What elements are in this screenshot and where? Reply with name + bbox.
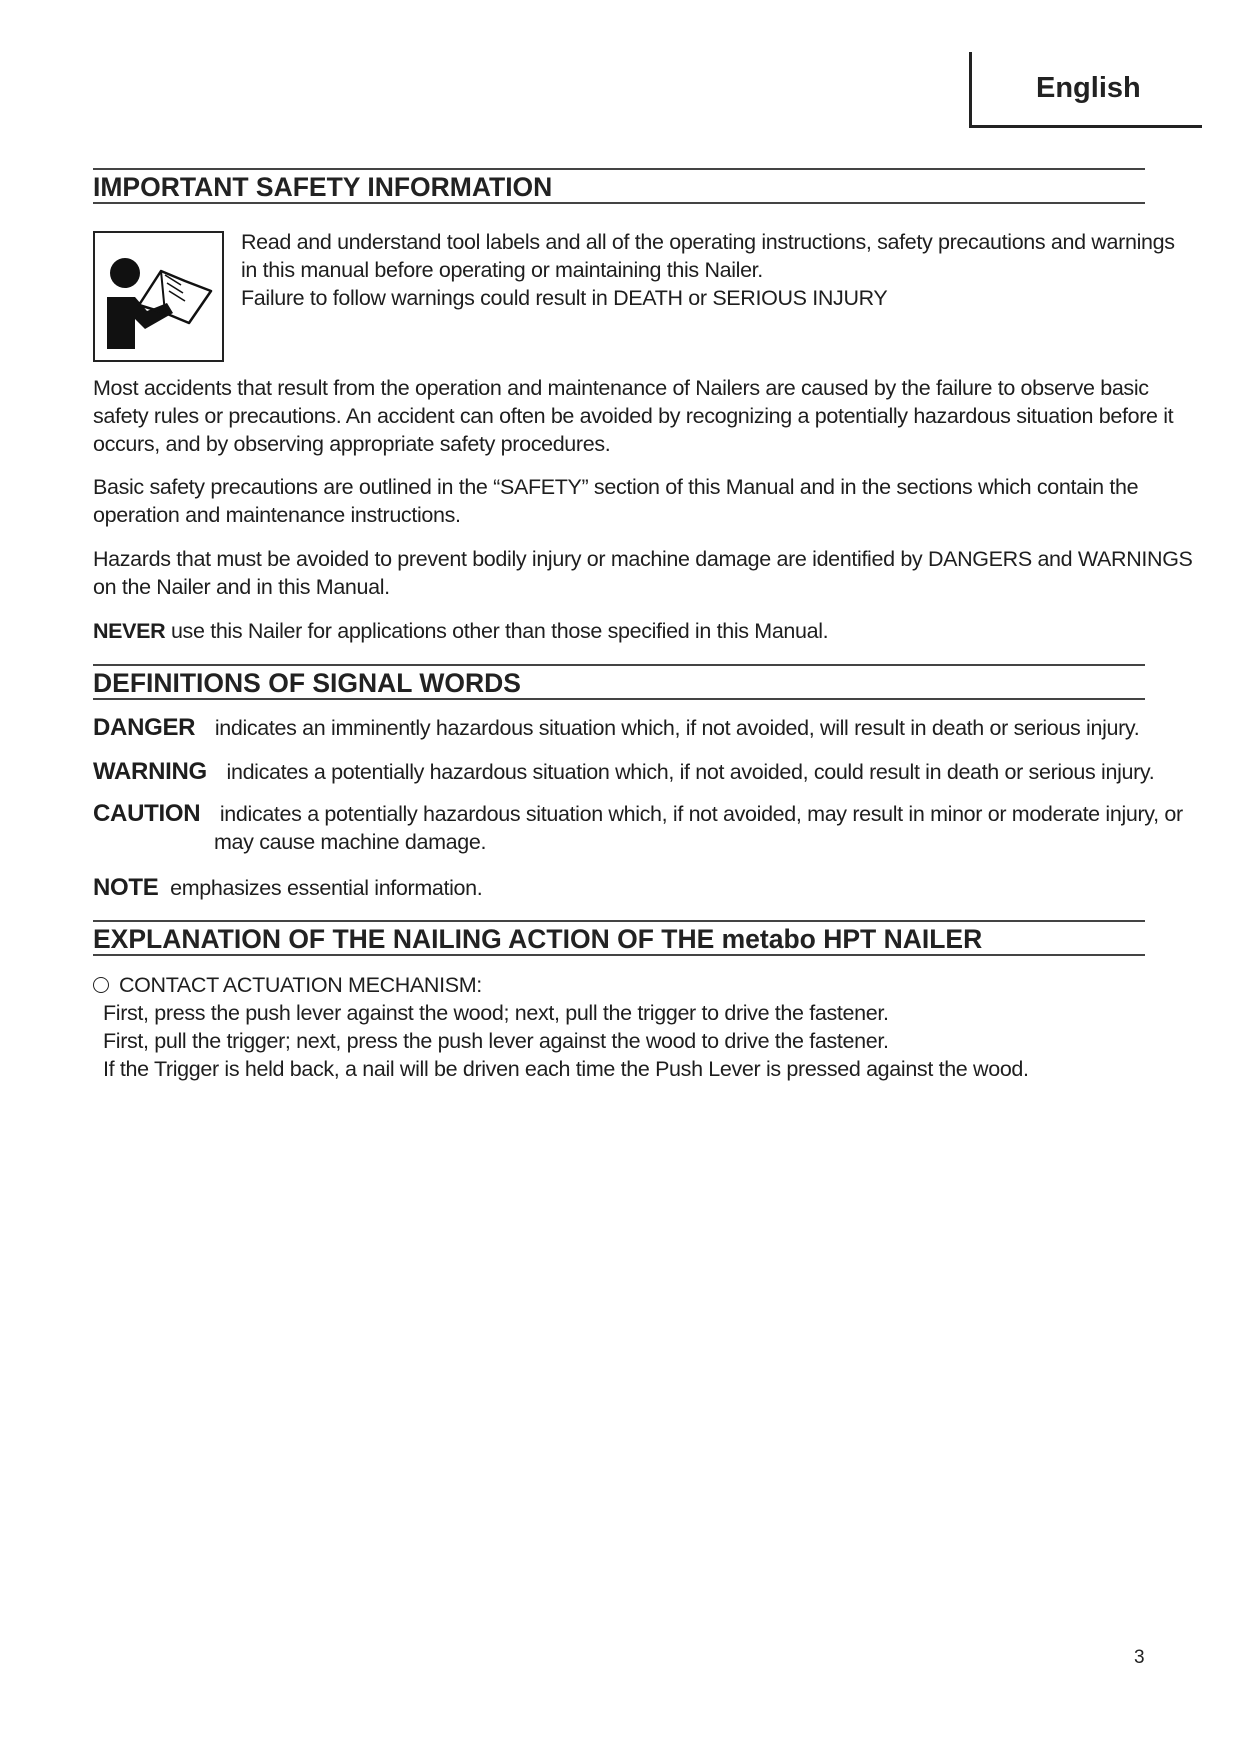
caution-text-continued: may cause machine damage. <box>214 830 487 854</box>
signals-title: DEFINITIONS OF SIGNAL WORDS <box>93 664 1145 700</box>
mechanism-label: CONTACT ACTUATION MECHANISM: <box>119 973 482 997</box>
mechanism-heading <box>93 971 482 999</box>
safety-section <box>93 168 1193 643</box>
caution-word: CAUTION <box>93 800 201 827</box>
caution-text: indicates a potentially hazardous situation which, if not avoided, may result in minor or moderate injury, or <box>219 802 1183 826</box>
danger-word: DANGER <box>93 714 196 741</box>
note-word: NOTE <box>93 874 159 901</box>
read-manual-icon <box>93 231 224 362</box>
circle-bullet-icon <box>93 977 109 993</box>
mechanism-line: First, pull the trigger; next, press the push lever against the wood to drive the fastener. <box>103 1029 889 1053</box>
safety-intro <box>241 228 1175 312</box>
nailing-section <box>93 920 1145 1081</box>
danger-definition <box>93 714 1139 742</box>
language-label: English <box>1036 72 1141 104</box>
intro-line: Read and understand tool labels and all of the operating instructions, safety precautions and warnings <box>241 230 1175 254</box>
language-tab <box>969 52 1202 128</box>
intro-line: Failure to follow warnings could result in DEATH or SERIOUS INJURY <box>241 286 888 310</box>
signals-section <box>93 664 1183 901</box>
intro-line: in this manual before operating or maintaining this Nailer. <box>241 258 763 282</box>
safety-paragraph-3: Hazards that must be avoided to prevent bodily injury or machine damage are identified by DANGERS and WARNINGS on the Nailer and in this Manual. <box>93 547 1193 599</box>
page-number: 3 <box>1134 1647 1145 1668</box>
danger-text: indicates an imminently hazardous situation which, if not avoided, will result in death or serious injury. <box>214 716 1140 740</box>
warning-word: WARNING <box>93 758 207 785</box>
safety-paragraph-1: Most accidents that result from the operation and maintenance of Nailers are caused by the failure to observe basic safety rules or precautions. An accident can often be avoided by recognizing a potentially hazardous situation before it occurs, and by observing appropriate safety procedures. <box>93 376 1174 456</box>
safety-paragraph-2: Basic safety precautions are outlined in the “SAFETY” section of this Manual and in the sections which contain the operation and maintenance instructions. <box>93 475 1139 527</box>
mechanism-steps <box>103 999 1029 1083</box>
note-text: emphasizes essential information. <box>170 876 483 900</box>
never-text: use this Nailer for applications other than those specified in this Manual. <box>165 619 829 643</box>
never-word: NEVER <box>93 619 166 643</box>
note-definition <box>93 874 482 902</box>
warning-definition <box>93 758 1154 786</box>
nailing-title: EXPLANATION OF THE NAILING ACTION OF THE metabo HPT NAILER <box>93 920 1145 956</box>
warning-text: indicates a potentially hazardous situation which, if not avoided, could result in death or serious injury. <box>226 760 1155 784</box>
caution-definition <box>93 800 1183 856</box>
mechanism-line: If the Trigger is held back, a nail will be driven each time the Push Lever is pressed against the wood. <box>103 1057 1029 1081</box>
safety-title: IMPORTANT SAFETY INFORMATION <box>93 168 1145 204</box>
mechanism-line: First, press the push lever against the wood; next, pull the trigger to drive the fastener. <box>103 1001 889 1025</box>
never-statement <box>93 617 828 645</box>
